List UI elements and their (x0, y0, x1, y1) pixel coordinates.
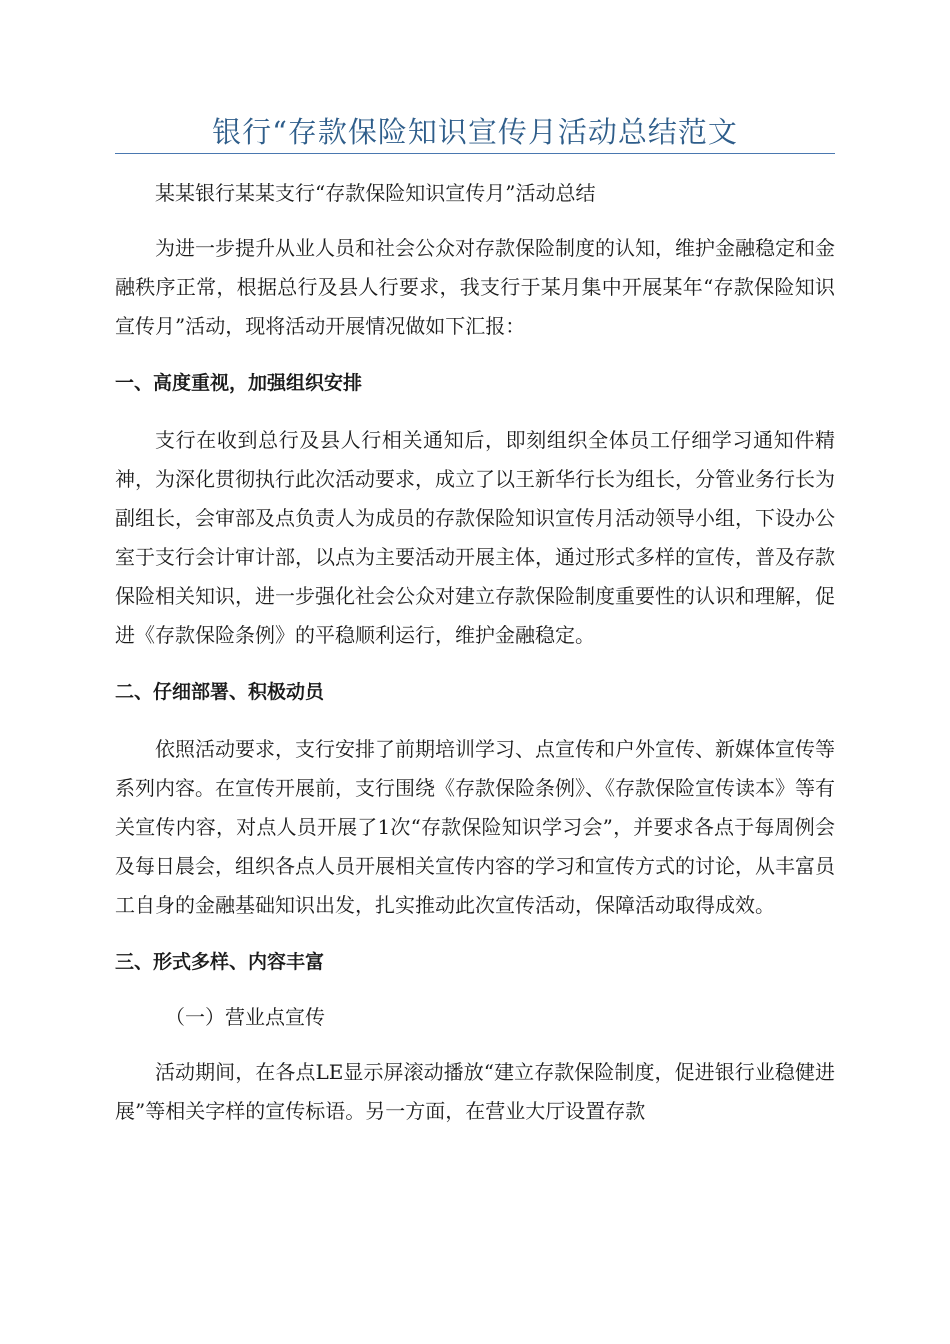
document-body (115, 174, 835, 1131)
document-title: 银行“存款保险知识宣传月活动总结范文 (212, 115, 738, 149)
subtitle-paragraph: 某某银行某某支行“存款保险知识宣传月”活动总结 (155, 181, 596, 205)
section-heading-3: 三、形式多样、内容丰富 (115, 951, 325, 973)
title-underline (115, 153, 835, 154)
intro-paragraph: 为进一步提升从业人员和社会公众对存款保险制度的认知，维护金融稳定和金融秩序正常，根据总行及县人行要求，我支行于某月集中开展某年“存款保险知识宣传月”活动，现将活动开展情况做如下汇报： (115, 236, 835, 338)
section-heading-1: 一、高度重视，加强组织安排 (115, 372, 363, 394)
subsection-heading-1: （一）营业点宣传 (165, 1005, 325, 1029)
section-heading-2: 二、仔细部署、积极动员 (115, 681, 325, 703)
section-2-paragraph: 依照活动要求，支行安排了前期培训学习、点宣传和户外宣传、新媒体宣传等系列内容。在宣传开展前，支行围绕《存款保险条例》、《存款保险宣传读本》等有关宣传内容，对点人员开展了1次“存款保险知识学习会”，并要求各点于每周例会及每日晨会，组织各点人员开展相关宣传内容的学习和宣传方式的讨论，从丰富员工自身的金融基础知识出发，扎实推动此次宣传活动，保障活动取得成效。 (115, 737, 835, 917)
subsection-1-paragraph: 活动期间，在各点LE显示屏滚动播放“建立存款保险制度，促进银行业稳健进展”等相关字样的宣传标语。另一方面，在营业大厅设置存款 (115, 1060, 835, 1123)
section-1-paragraph: 支行在收到总行及县人行相关通知后，即刻组织全体员工仔细学习通知件精神，为深化贯彻执行此次活动要求，成立了以王新华行长为组长，分管业务行长为副组长，会审部及点负责人为成员的存款保险知识宣传月活动领导小组，下设办公室于支行会计审计部，以点为主要活动开展主体，通过形式多样的宣传，普及存款保险相关知识，进一步强化社会公众对建立存款保险制度重要性的认识和理解，促进《存款保险条例》的平稳顺利运行，维护金融稳定。 (115, 428, 835, 647)
